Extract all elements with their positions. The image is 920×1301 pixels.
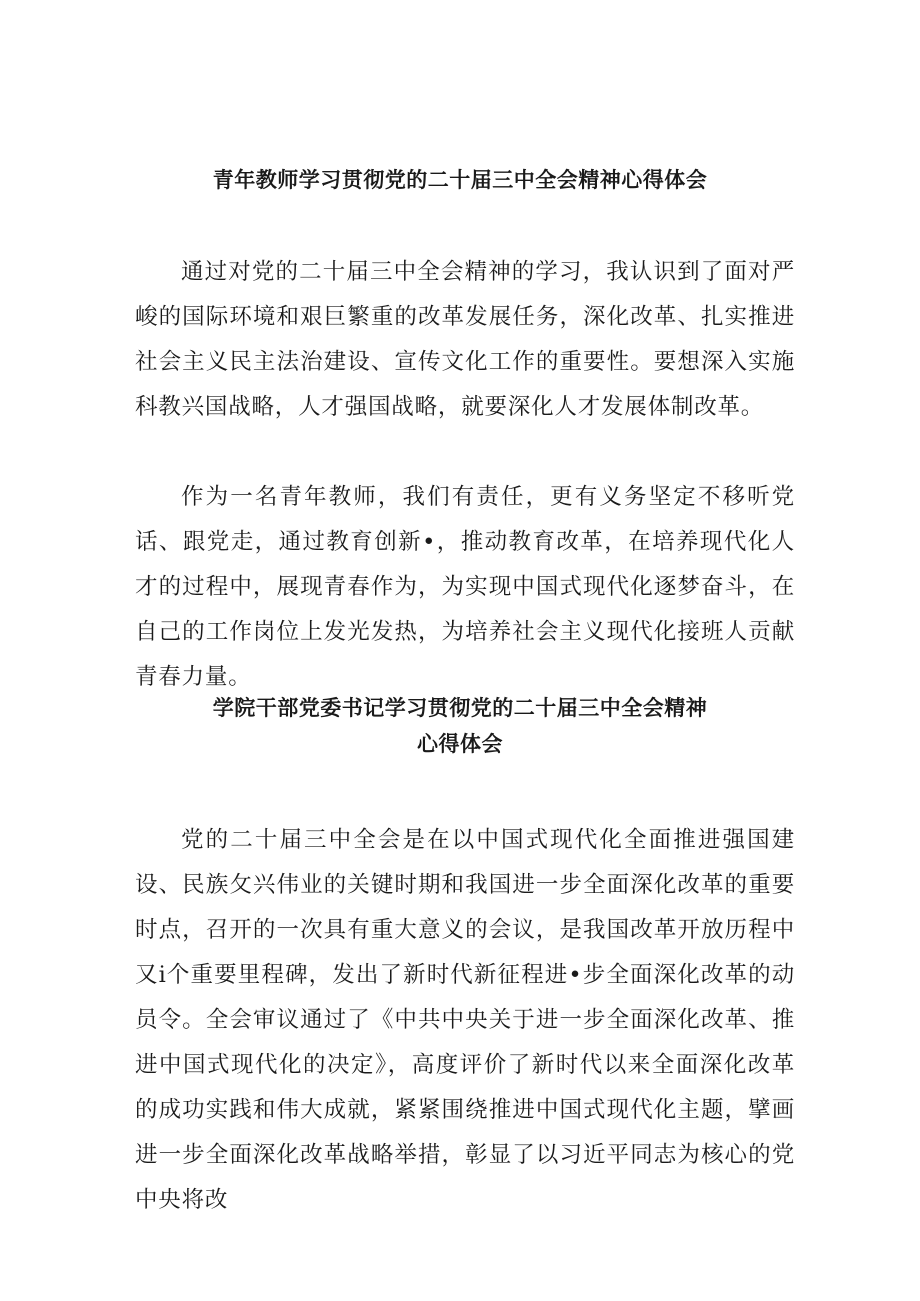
section2-title-line2: 心得体会 — [417, 732, 503, 756]
section2-title-line1: 学院干部党委书记学习贯彻党的二十届三中全会精神 — [212, 696, 708, 720]
section1-paragraph-1: 通过对党的二十届三中全会精神的学习，我认识到了面对严峻的国际环境和艰巨繁重的改革发展任务，深化改革、扎实推进社会主义民主法治建设、宣传文化工作的重要性。要想深入实施科教兴国战略，人才强国战略，就要深化人才发展体制改革。 — [135, 259, 795, 420]
section2-title — [130, 690, 790, 762]
section2-paragraph-1: 党的二十届三中全会是在以中国式现代化全面推进强国建设、民族攵兴伟业的关键时期和我国进一步全面深化改革的重要时点，召开的一次具有重大意义的会议，是我国改革开放历程中又i个重要里程碑，发出了新时代新征程进•步全面深化改革的动员令。全会审议通过了《中共中央关于进一步全面深化改革、推进中国式现代化的决定》，高度评价了新时代以来全面深化改革的成功实践和伟大成就，紧紧围绕推进中国式现代化主题，擘画进一步全面深化改革战略举措，彰显了以习近平同志为核心的党中央将改 — [135, 827, 795, 1213]
section1-paragraph-2: 作为一名青年教师，我们有责任，更有义务坚定不移听党话、跟党走，通过教育创新•，推动教育改革，在培养现代化人才的过程中，展现青春作为，为实现中国式现代化逐梦奋斗，在自己的工作岗位上发光发热，为培养社会主义现代化接班人贡献青春力量。 — [135, 484, 795, 690]
section1-title: 青年教师学习贯彻党的二十届三中全会精神心得体会 — [212, 168, 708, 192]
